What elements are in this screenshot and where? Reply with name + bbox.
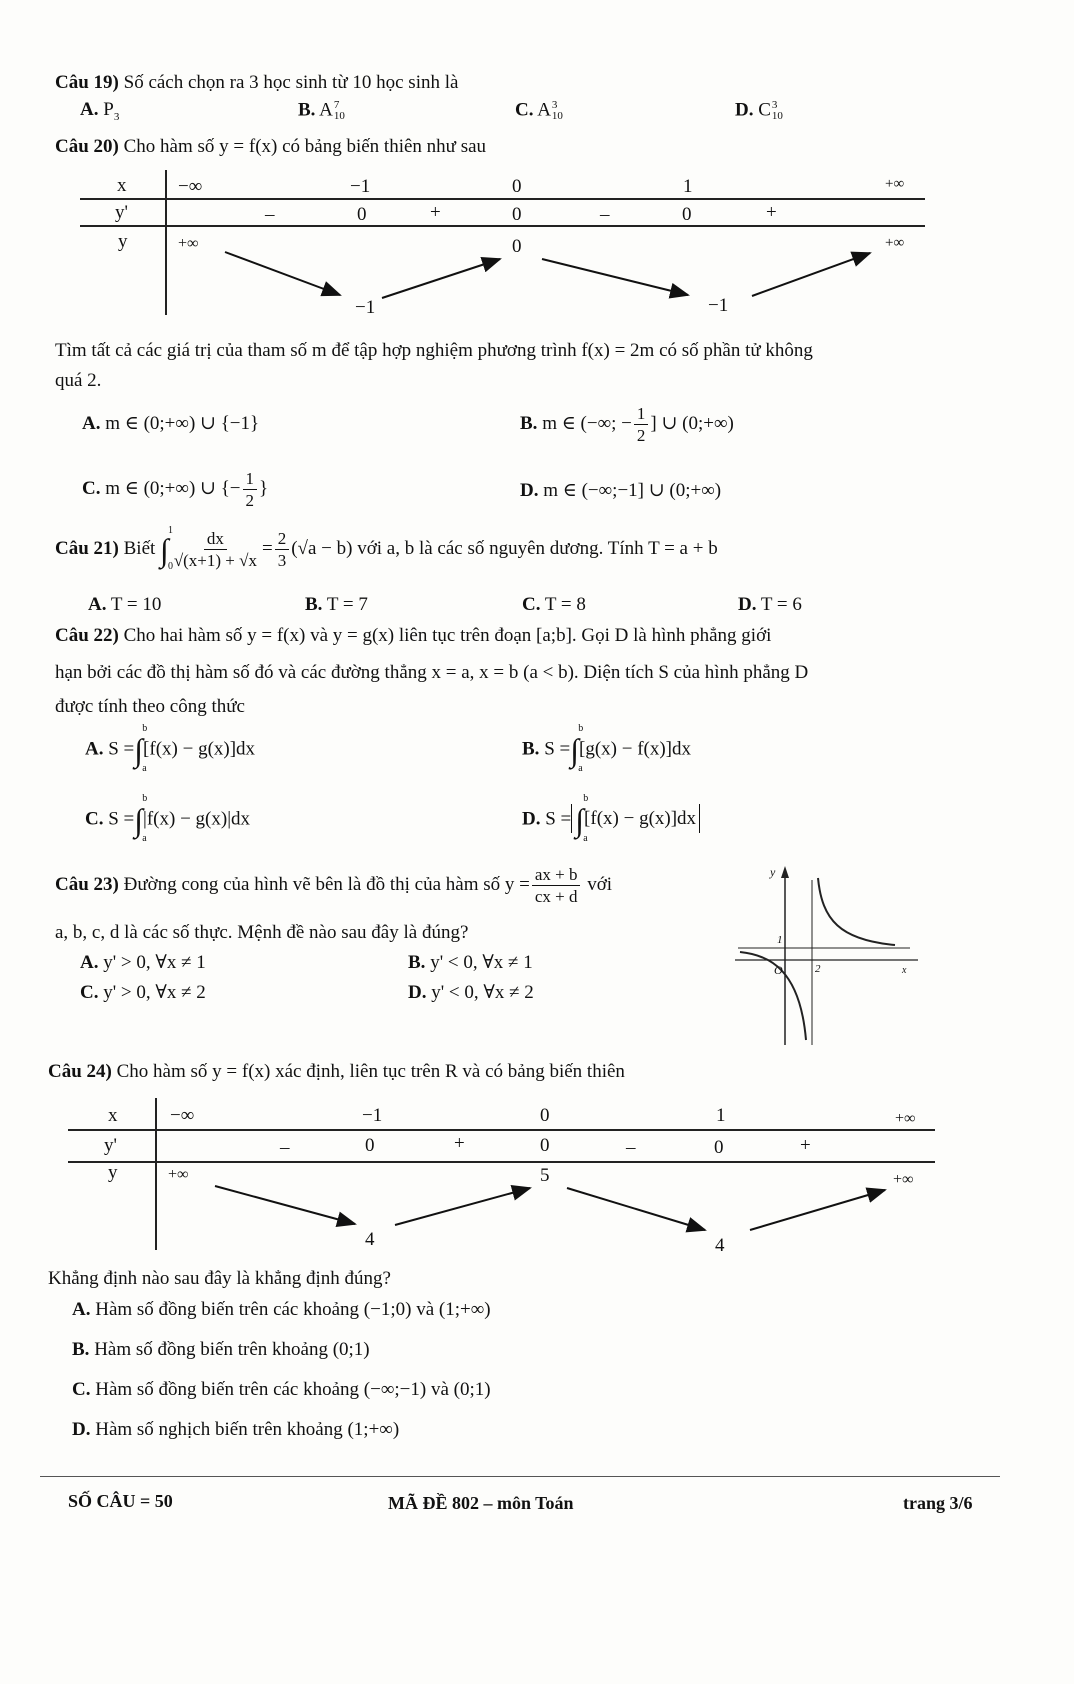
option-c: C. T = 8 <box>522 594 586 615</box>
question-label: Câu 19) <box>55 72 119 93</box>
function-graph: y x O 1 2 <box>730 860 920 1050</box>
option-c: C. m ∈ (0;+∞) ∪ {− $\frac{1}{2}$ } <box>82 469 269 510</box>
question-23-line2: a, b, c, d là các số thực. Mệnh đề nào sau đây là đúng? <box>55 922 469 943</box>
option-d: D. y' < 0, ∀x ≠ 2 <box>408 982 534 1003</box>
option-a: A. y' > 0, ∀x ≠ 1 <box>80 952 206 973</box>
question-prompt-cont: quá 2. <box>55 370 102 391</box>
option-d: D. Hàm số nghịch biến trên khoảng (1;+∞) <box>72 1419 400 1440</box>
option-b: B. y' < 0, ∀x ≠ 1 <box>408 952 533 973</box>
question-22: Câu 22) Cho hai hàm số y = f(x) và y = g(x) liên tục trên đoạn [a;b]. Gọi D là hình phẳng giới <box>55 625 772 646</box>
footer-exam-code: MÃ ĐỀ 802 – môn Toán <box>388 1493 574 1513</box>
exam-page: Câu 19) Số cách chọn ra 3 học sinh từ 10 học sinh là A. $P_3$ B. A 7 10 C. A 3 10 D. C 3 10 Câu 20) Cho hàm số y = f(x) có bảng biến thiên như sau x y' y −∞ −1 0 1 +∞ – 0 + 0 – 0 + +∞ 0 +∞ −1 −1 Tìm tất cả các giá trị của tham số m để tập hợp nghiệm phương trình f(x) = 2m có số phần tử không quá 2. A. m ∈ (0;+∞) ∪ {−1} B. m ∈ (−∞; − $\frac{1}{2}$ ] ∪ (0;+∞) C. m ∈ (0;+∞) ∪ {− $\frac{1}{2}$ } D. m ∈ (−∞;−1] ∪ (0;+∞) Câu 21) Biết ∫ 1 0 $\frac{dx}{√(x+1) + √x}$ = $\frac{2}{3}$ (√a − b) với a, b là các số nguyên dương. Tính T = a + b A. T = 10 B. T = 7 C. T = 8 D. T = 6 Câu 22) Cho hai hàm số y = f(x) và y = g(x) liên tục trên đoạn [a;b]. Gọi D là hình phẳng giới hạn bởi các đồ thị hàm số đó và các đường thẳng x = a, x = b (a < b). Diện tích S của hình phẳng D được tính theo công thức A. S =∫ b a [f(x) − g(x)]dx B. S =∫ b a [g(x) − f(x)]dx C. S =∫ b a |f(x) − g(x)|dx D. S = ∫ b a [f(x) − g(x)]dx Câu 23) Đường cong của hình vẽ bên là đồ thị của hàm số y = $\frac{ax + b}{cx + d}$ với a, b, c, d là các số thực. Mệnh đề nào sau đây là đúng? A. y' > 0, ∀x ≠ 1 B. y' < 0, ∀x ≠ 1 C. y' > 0, ∀x ≠ 2 D. y' < 0, ∀x ≠ 2 y x O 1 2 Câu 24) Cho hàm số y = f(x) xác định, liên tục trên R và có bảng biến thiên x y' y −∞ −1 0 1 +∞ – 0 + 0 – 0 + +∞ 5 +∞ 4 4 Khẳng định nào sau đây là khẳng định đúng? A. Hàm số đồng biến trên các khoảng (−1;0) và (1;+∞) B. Hàm số đồng biến trên khoảng (0;1) C. Hàm số đồng biến trên các khoảng (−∞;−1) và (0;1) D. Hàm số nghịch biến trên khoảng (1;+∞) SỐ CÂU = 50 MÃ ĐỀ 802 – môn Toán trang 3/6 <box>0 0 1074 1684</box>
question-24: Câu 24) Cho hàm số y = f(x) xác định, liên tục trên R và có bảng biến thiên <box>48 1061 625 1082</box>
option-b: B. A 7 10 <box>298 99 345 122</box>
option-a: A. $P_3$ <box>80 99 120 123</box>
question-24-prompt: Khẳng định nào sau đây là khẳng định đúng? <box>48 1268 391 1289</box>
question-prompt: Tìm tất cả các giá trị của tham số m để tập hợp nghiệm phương trình f(x) = 2m có số phần tử không <box>55 340 813 361</box>
option-c: C. S =∫ b a |f(x) − g(x)|dx <box>85 793 251 844</box>
option-c: C. y' > 0, ∀x ≠ 2 <box>80 982 206 1003</box>
question-22-line2: hạn bởi các đồ thị hàm số đó và các đường thẳng x = a, x = b (a < b). Diện tích S của hình phẳng D <box>55 662 809 683</box>
option-b: B. m ∈ (−∞; − $\frac{1}{2}$ ] ∪ (0;+∞) <box>520 404 734 445</box>
option-b: B. Hàm số đồng biến trên khoảng (0;1) <box>72 1339 370 1360</box>
option-d: D. m ∈ (−∞;−1] ∪ (0;+∞) <box>520 480 722 501</box>
option-c: C. Hàm số đồng biến trên các khoảng (−∞;−1) và (0;1) <box>72 1379 491 1400</box>
question-text: Số cách chọn ra 3 học sinh từ 10 học sinh là <box>123 72 459 93</box>
question-20: Câu 20) Cho hàm số y = f(x) có bảng biến thiên như sau <box>55 136 487 157</box>
footer-question-count: SỐ CÂU = 50 <box>68 1491 173 1511</box>
option-d: D. C 3 10 <box>735 99 783 122</box>
footer-page-number: trang 3/6 <box>903 1493 973 1513</box>
question-22-line3: được tính theo công thức <box>55 696 245 717</box>
question-19 <box>55 73 458 92</box>
option-a: A. T = 10 <box>88 594 162 615</box>
option-d: D. T = 6 <box>738 594 802 615</box>
option-a: A. S =∫ b a [f(x) − g(x)]dx <box>85 723 256 774</box>
option-a: A. Hàm số đồng biến trên các khoảng (−1;0) và (1;+∞) <box>72 1299 491 1320</box>
option-a: A. m ∈ (0;+∞) ∪ {−1} <box>82 413 260 434</box>
question-23: Câu 23) Đường cong của hình vẽ bên là đồ thị của hàm số y = $\frac{ax + b}{cx + d}$ với <box>55 865 613 906</box>
question-21: Câu 21) Biết ∫ 1 0 $\frac{dx}{√(x+1) + √x}$ = $\frac{2}{3}$ (√a − b) với a, b là các số nguyên dương. Tính T = a + b <box>55 524 718 572</box>
option-b: B. S =∫ b a [g(x) − f(x)]dx <box>522 723 692 774</box>
option-d: D. S = ∫ b a [f(x) − g(x)]dx <box>522 804 700 836</box>
footer-divider <box>40 1476 1000 1477</box>
option-b: B. T = 7 <box>305 594 368 615</box>
option-c: C. A 3 10 <box>515 99 563 122</box>
